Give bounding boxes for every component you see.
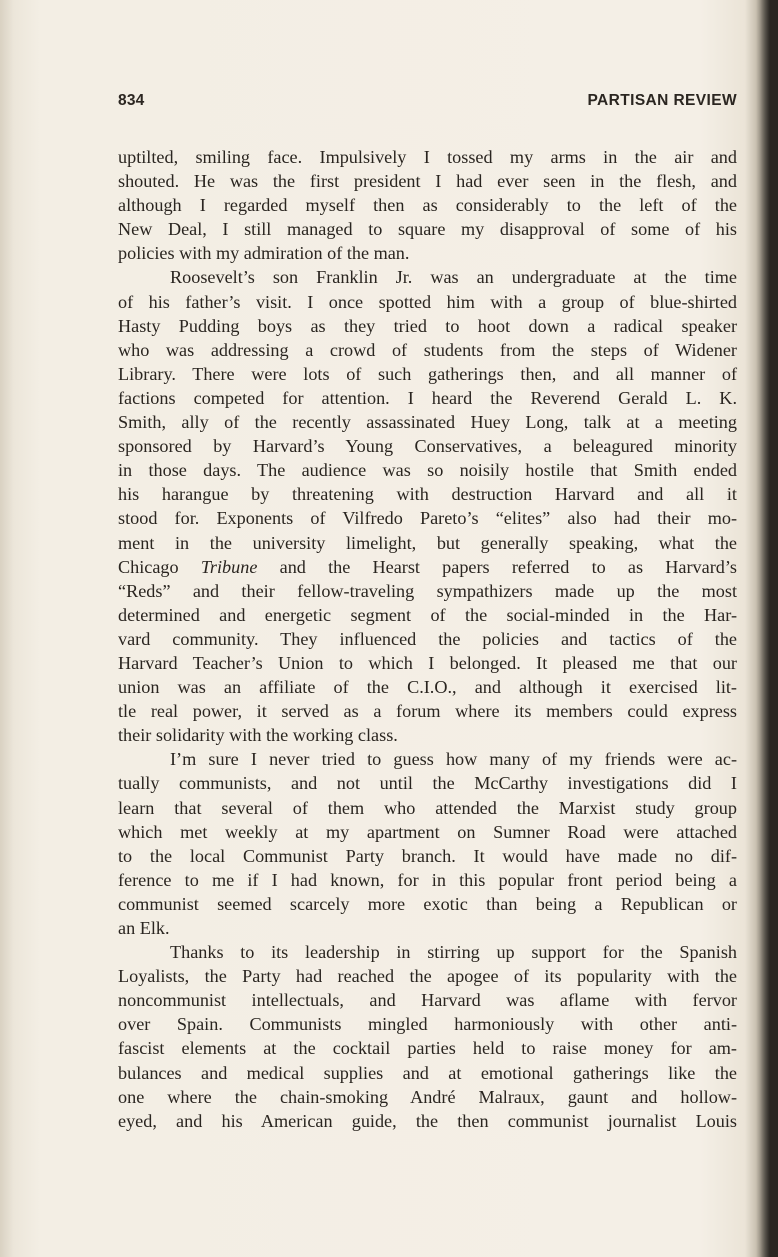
text-line: tle real power, it served as a forum where its members could express (118, 701, 737, 722)
page-edge-shadow (756, 0, 770, 1257)
text-line: one where the chain-smoking André Malraux, gaunt and hollow- (118, 1086, 737, 1107)
text-line: Library. There were lots of such gatherings then, and all manner of (118, 363, 737, 384)
text-line: Loyalists, the Party had reached the apogee of its popularity with the (118, 966, 737, 987)
text-segment: Chicago (118, 556, 201, 577)
text-line: Smith, ally of the recently assassinated Huey Long, talk at a meeting (118, 412, 737, 433)
text-line: ment in the university limelight, but generally speaking, what the (118, 532, 737, 553)
text-line: fascist elements at the cocktail parties held to raise money for am- (118, 1038, 737, 1059)
text-line: eyed, and his American guide, the then communist journalist Louis (118, 1110, 737, 1131)
text-line: their solidarity with the working class. (118, 725, 398, 746)
text-line: New Deal, I still managed to square my disapproval of some of his (118, 219, 737, 240)
text-line: in those days. The audience was so noisily hostile that Smith ended (118, 460, 737, 481)
text-line: tually communists, and not until the McCarthy investigations did I (118, 773, 737, 794)
text-line: sponsored by Harvard’s Young Conservatives, a beleagured minority (118, 436, 737, 457)
text-line-tribune (118, 555, 737, 579)
text-line: to the local Communist Party branch. It would have made no dif- (118, 845, 737, 866)
text-segment: and the Hearst papers referred to as Harvard’s (257, 556, 737, 577)
text-line: Thanks to its leadership in stirring up support for the Spanish (170, 942, 737, 963)
text-line: stood for. Exponents of Vilfredo Pareto’s “elites” also had their mo- (118, 508, 737, 529)
text-line: an Elk. (118, 918, 170, 938)
text-line: uptilted, smiling face. Impulsively I tossed my arms in the air and (118, 147, 737, 167)
text-line: over Spain. Communists mingled harmoniously with other anti- (118, 1014, 737, 1035)
text-line: Roosevelt’s son Franklin Jr. was an undergraduate at the time (170, 267, 737, 288)
running-head: PARTISAN REVIEW (587, 92, 737, 109)
text-line: “Reds” and their fellow-traveling sympathizers made up the most (118, 580, 737, 601)
text-line: vard community. They influenced the policies and tactics of the (118, 628, 737, 649)
text-line: policies with my admiration of the man. (118, 243, 410, 264)
page-header (118, 92, 737, 114)
text-line: communist seemed scarcely more exotic than being a Republican or (118, 893, 737, 914)
text-line: Harvard Teacher’s Union to which I belonged. It pleased me that our (118, 652, 737, 673)
text-line: Hasty Pudding boys as they tried to hoot down a radical speaker (118, 315, 737, 336)
text-line: ference to me if I had known, for in this popular front period being a (118, 869, 737, 890)
body-text (118, 145, 737, 1133)
text-line: his harangue by threatening with destruction Harvard and all it (118, 484, 737, 505)
text-line: factions competed for attention. I heard the Reverend Gerald L. K. (118, 387, 737, 408)
text-line: I’m sure I never tried to guess how many of my friends were ac- (170, 749, 737, 770)
text-line: although I regarded myself then as considerably to the left of the (118, 195, 737, 216)
text-line: union was an affiliate of the C.I.O., and although it exercised lit- (118, 677, 737, 698)
text-line: which met weekly at my apartment on Sumner Road were attached (118, 821, 737, 842)
text-line: shouted. He was the first president I had ever seen in the flesh, and (118, 171, 737, 192)
text-line: of his father’s visit. I once spotted him with a group of blue-shirted (118, 291, 737, 312)
text-line: determined and energetic segment of the social-minded in the Har- (118, 604, 737, 625)
text-line: who was addressing a crowd of students from the steps of Widener (118, 339, 737, 360)
italic-title: Tribune (200, 556, 258, 577)
text-line: bulances and medical supplies and at emotional gatherings like the (118, 1062, 737, 1083)
text-line: learn that several of them who attended the Marxist study group (118, 797, 737, 818)
text-line: noncommunist intellectuals, and Harvard was aflame with fervor (118, 990, 737, 1011)
page-number: 834 (118, 92, 145, 109)
